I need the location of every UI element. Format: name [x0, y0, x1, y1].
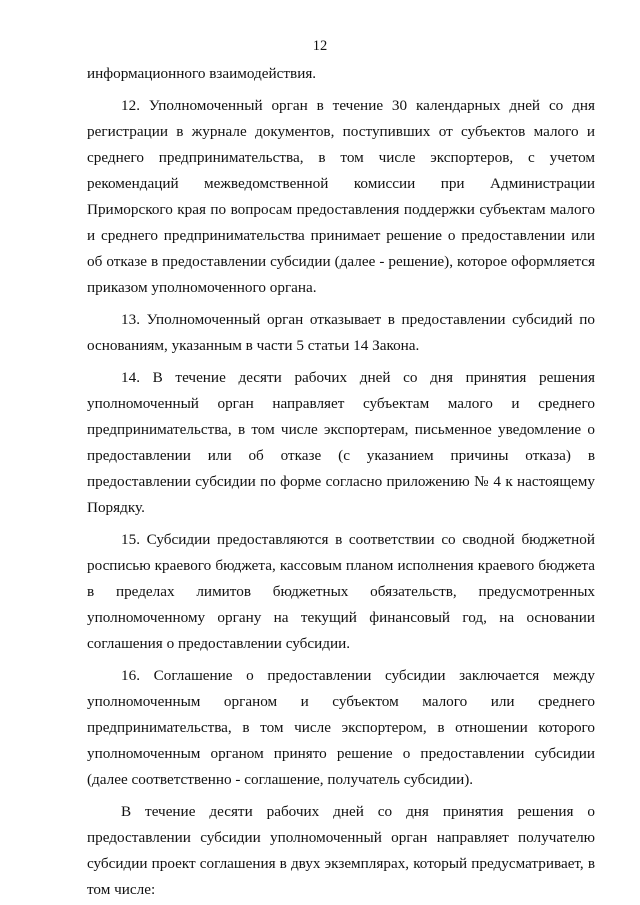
paragraph-16: 16. Соглашение о предоставлении субсидии заключается между уполномоченным органом и субъектом малого или среднего предпринимательства, в том числе экспортером, в отношении которого уполномоченным органом принято решение о предоставлении субсидии (далее соответственно - соглашение, получатель субсидии).	[87, 667, 595, 788]
paragraph-14: 14. В течение десяти рабочих дней со дня принятия решения уполномоченный орган направляет субъектам малого и среднего предпринимательства, в том числе экспортерам, письменное уведомление о предоставлении или об отказе (с указанием причины отказа) в предоставлении субсидии по форме согласно приложению № 4 к настоящему Порядку.	[87, 369, 595, 516]
paragraph-12: 12. Уполномоченный орган в течение 30 календарных дней со дня регистрации в журнале документов, поступивших от субъектов малого и среднего предпринимательства, в том числе экспортеров, с учетом рекомендаций межведомственной комиссии при Администрации Приморского края по вопросам предоставления поддержки субъектам малого и среднего предпринимательства принимает решение о предоставлении или об отказе в предоставлении субсидии (далее - решение), которое оформляется приказом уполномоченного органа.	[87, 97, 595, 296]
paragraph-continuation: информационного взаимодействия.	[87, 65, 317, 82]
paragraph-13: 13. Уполномоченный орган отказывает в предоставлении субсидий по основаниям, указанным в части 5 статьи 14 Закона.	[87, 311, 595, 354]
document-body	[87, 61, 595, 903]
paragraph-15: 15. Субсидии предоставляются в соответствии со сводной бюджетной росписью краевого бюджета, кассовым планом исполнения краевого бюджета в пределах лимитов бюджетных обязательств, предусмотренных уполномоченному органу на текущий финансовый год, на основании соглашения о предоставлении субсидии.	[87, 531, 595, 652]
page-number: 12	[312, 38, 328, 54]
paragraph-16-continued: В течение десяти рабочих дней со дня принятия решения о предоставлении субсидии уполномоченный орган направляет получателю субсидии проект соглашения в двух экземплярах, который предусматривает, в том числе:	[87, 803, 595, 898]
